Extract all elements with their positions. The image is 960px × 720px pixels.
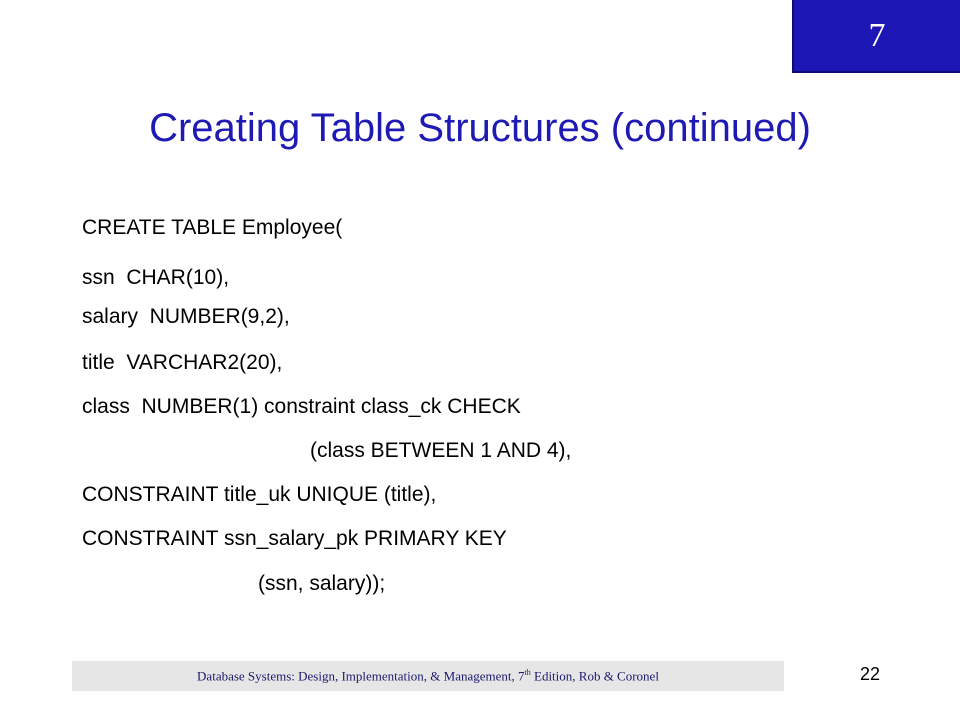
code-line: CONSTRAINT ssn_salary_pk PRIMARY KEY [82, 527, 507, 550]
code-line: class NUMBER(1) constraint class_ck CHECK [82, 395, 521, 418]
chapter-number: 7 [868, 16, 886, 54]
code-line: CREATE TABLE Employee( [82, 216, 343, 239]
footer-citation: Database Systems: Design, Implementation, & Management, 7th Edition, Rob & Coronel [197, 667, 659, 684]
code-line: (class BETWEEN 1 AND 4), [310, 439, 572, 462]
slide-title: Creating Table Structures (continued) [149, 106, 811, 150]
code-line: ssn CHAR(10), [82, 266, 230, 289]
page-number: 22 [859, 664, 881, 684]
code-line: (ssn, salary)); [258, 572, 386, 595]
footer-bar [72, 661, 784, 691]
code-line: CONSTRAINT title_uk UNIQUE (title), [82, 483, 437, 506]
code-line: salary NUMBER(9,2), [82, 305, 290, 328]
chapter-number-badge [792, 0, 960, 73]
code-line: title VARCHAR2(20), [82, 351, 283, 374]
